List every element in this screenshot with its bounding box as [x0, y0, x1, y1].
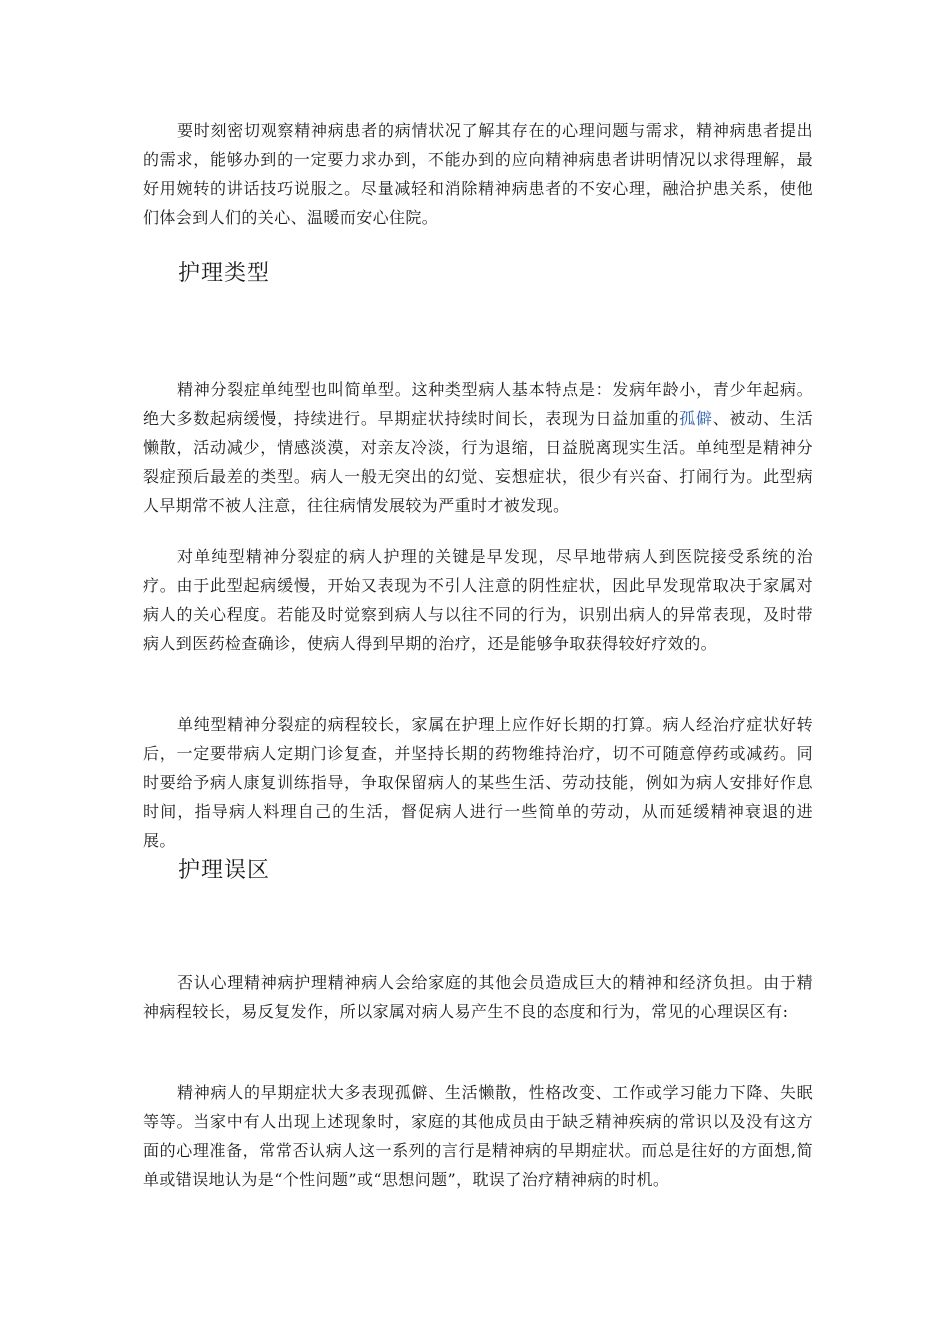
paragraph-text: 精神分裂症单纯型也叫简单型。这种类型病人基本特点是：发病年龄小，青少年起病。绝大多数起病缓慢，持续进行。早期症状持续时间长，表现为日益加重的	[143, 380, 813, 428]
paragraph-text: 、被动、生活懒散，活动减少，情感淡漠，对亲友冷淡，行为退缩，日益脱离现实生活。单纯型是精神分裂症预后最差的类型。病人一般无突出的幻觉、妄想症状，很少有兴奋、打闹行为。此型病人早期常不被人注意，往往病情发展较为严重时才被发现。	[143, 409, 813, 515]
paragraph-long-term-care: 单纯型精神分裂症的病程较长，家属在护理上应作好长期的打算。病人经治疗症状好转后，一定要带病人定期门诊复查，并坚持长期的药物维持治疗，切不可随意停药或减药。同时要给予病人康复训练指导，争取保留病人的某些生活、劳动技能，例如为病人安排好作息时间，指导病人料理自己的生活，督促病人进行一些简单的劳动，从而延缓精神衰退的进展。	[143, 715, 813, 850]
heading-nursing-types: 护理类型	[178, 261, 271, 286]
paragraph-family-burden: 否认心理精神病护理精神病人会给家庭的其他会员造成巨大的精神和经济负担。由于精神病程较长，易反复发作，所以家属对病人易产生不良的态度和行为，常见的心理误区有:	[143, 973, 813, 1021]
paragraph-early-symptoms: 精神病人的早期症状大多表现孤僻、生活懒散，性格改变、工作或学习能力下降、失眠等等。当家中有人出现上述现象时，家庭的其他成员由于缺乏精神疾病的常识以及没有这方面的心理准备，常常否认病人这一系列的言行是精神病的早期症状。而总是往好的方面想,简单或错误地认为是“个性问题”或“思想问题”，耽误了治疗精神病的时机。	[143, 1083, 813, 1189]
paragraph-early-detection: 对单纯型精神分裂症的病人护理的关键是早发现，尽早地带病人到医院接受系统的治疗。由于此型起病缓慢，开始又表现为不引人注意的阴性症状，因此早发现常取决于家属对病人的关心程度。若能及时觉察到病人与以往不同的行为，识别出病人的异常表现，及时带病人到医药检查确诊，使病人得到早期的治疗，还是能够争取获得较好疗效的。	[143, 547, 813, 653]
link-isolation[interactable]: 孤僻	[679, 409, 713, 428]
paragraph-simple-type	[143, 375, 813, 520]
paragraph-observe-needs: 要时刻密切观察精神病患者的病情状况了解其存在的心理问题与需求，精神病患者提出的需求，能够办到的一定要力求办到，不能办到的应向精神病患者讲明情况以求得理解，最好用婉转的讲话技巧说服之。尽量减轻和消除精神病患者的不安心理，融洽护患关系，使他们体会到人们的关心、温暖而安心住院。	[143, 121, 813, 227]
heading-nursing-misconceptions: 护理误区	[178, 858, 271, 883]
